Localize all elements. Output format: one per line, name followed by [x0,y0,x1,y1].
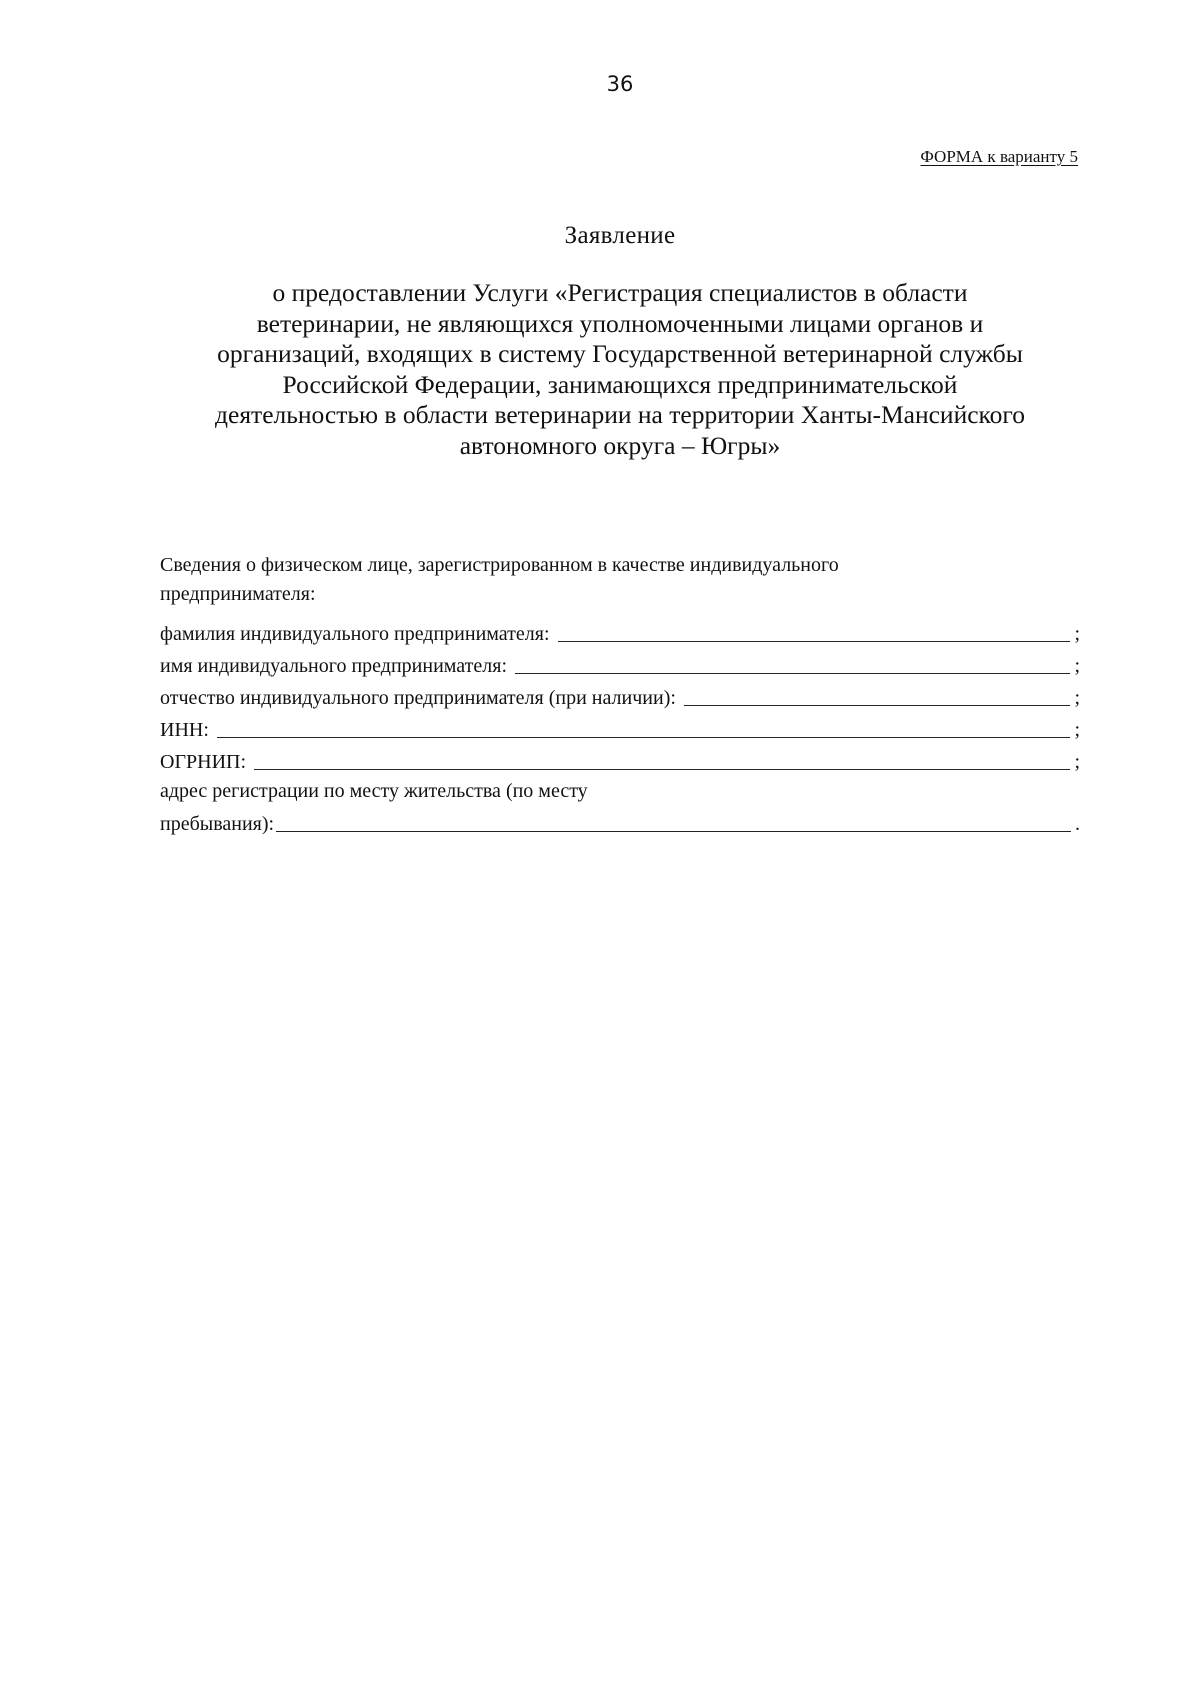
applicant-intro [160,551,1060,609]
inn-label: ИНН: [160,719,209,741]
patronymic-input-line[interactable] [684,685,1071,706]
field-terminator: ; [1074,655,1080,677]
address-field [160,806,1080,836]
subtitle-line: ветеринарии, не являющихся уполномоченными лицами органов и [256,308,984,338]
document-title: Заявление [564,222,676,249]
first-name-field [160,646,1080,678]
subtitle-line: организаций, входящих в систему Государственной ветеринарной службы [217,339,1023,368]
surname-field [160,614,1080,646]
intro-line: Сведения о физическом лице, зарегистрированном в качестве индивидуального [160,554,839,576]
field-terminator: ; [1074,751,1080,773]
first-name-label: имя индивидуального предпринимателя: [160,655,508,677]
field-terminator: ; [1074,687,1080,709]
field-terminator: . [1075,813,1080,835]
address-label: адрес регистрации по месту жительства (по месту [160,780,588,802]
field-terminator: ; [1074,719,1080,741]
applicant-fields [160,614,1080,836]
ogrnip-label: ОГРНИП: [160,751,247,773]
surname-input-line[interactable] [558,621,1071,642]
surname-label: фамилия индивидуального предпринимателя: [160,623,550,645]
first-name-input-line[interactable] [515,653,1070,674]
ogrnip-input-line[interactable] [254,749,1070,770]
subtitle-line: деятельностью в области ветеринарии на территории Ханты-Мансийского [215,400,1025,429]
document-subtitle [160,278,1080,461]
page-number: 36 [606,72,634,96]
field-terminator: ; [1074,623,1080,645]
subtitle-line: автономного округа – Югры» [459,430,781,460]
ogrnip-field [160,742,1080,774]
form-reference: ФОРМА к варианту 5 [920,147,1078,166]
patronymic-label: отчество индивидуального предпринимателя (при наличии): [160,687,676,709]
address-label-continued: пребывания): [160,813,275,835]
subtitle-line: о предоставлении Услуги «Регистрация специалистов в области [272,278,968,307]
address-input-line[interactable] [276,811,1071,832]
inn-input-line[interactable] [217,717,1071,738]
inn-field [160,710,1080,742]
subtitle-line: Российской Федерации, занимающихся предпринимательской [282,369,958,399]
patronymic-field [160,678,1080,710]
intro-line: предпринимателя: [160,583,316,605]
